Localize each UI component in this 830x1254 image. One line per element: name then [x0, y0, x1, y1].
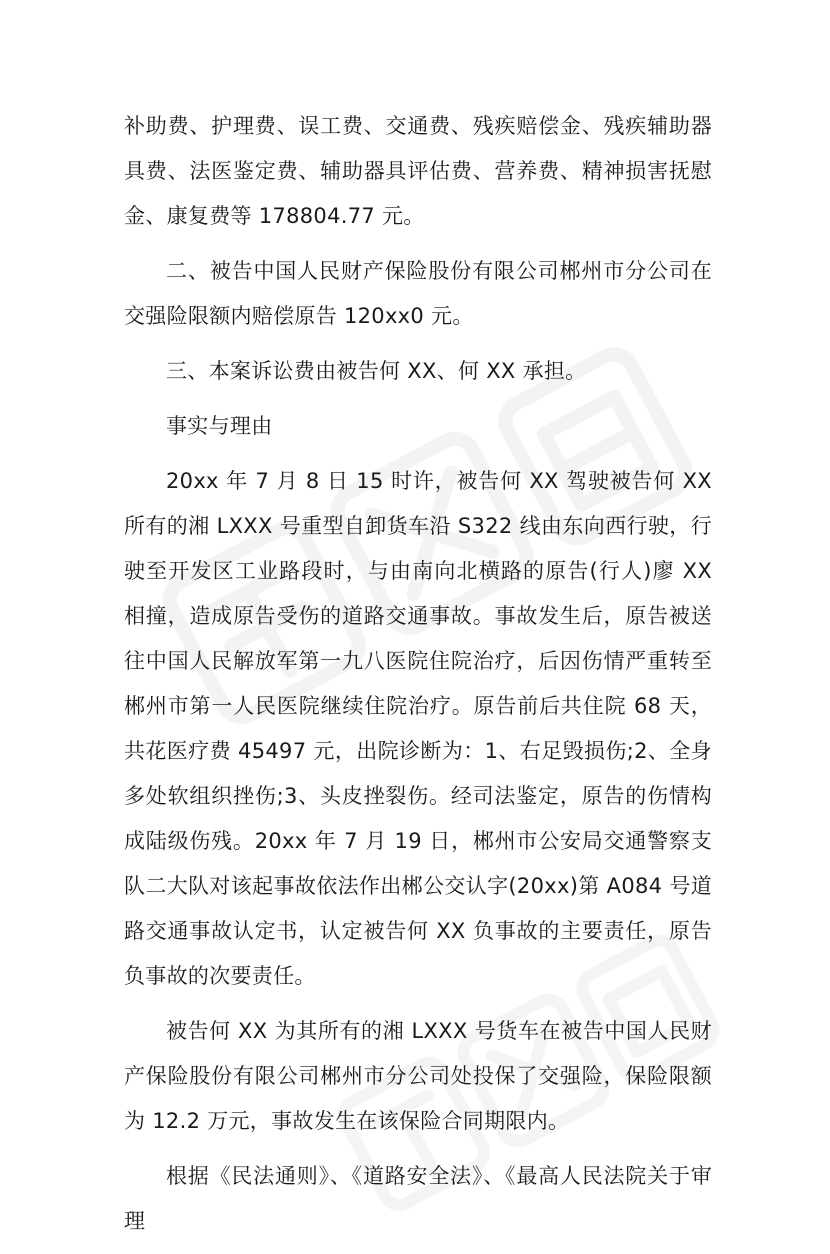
paragraph-damages-list: 补助费、护理费、误工费、交通费、残疾赔偿金、残疾辅助器具费、法医鉴定费、辅助器具评估费、营养费、精神损害抚慰金、康复费等 178804.77 元。	[124, 114, 712, 228]
paragraph-accident-facts: 20xx 年 7 月 8 日 15 时许，被告何 XX 驾驶被告何 XX 所有的湘 LXXX 号重型自卸货车沿 S322 线由东向西行驶，行驶至开发区工业路段时，与由南向北横路的原告(行人)廖 XX 相撞，造成原告受伤的道路交通事故。事故发生后，原告被送往中国人民解放军第一九八医院住院治疗，后因伤情严重转至郴州市第一人民医院继续住院治疗。原告前后共住院 68 天，共花医疗费 45497 元，出院诊断为：1、右足毁损伤;2、全身多处软组织挫伤;3、头皮挫裂伤。经司法鉴定，原告的伤情构成陆级伤残。20xx 年 7 月 19 日，郴州市公安局交通警察支队二大队对该起事故依法作出郴公交认字(20xx)第 A084 号道路交通事故认定书，认定被告何 XX 负事故的主要责任，原告负事故的次要责任。	[124, 469, 712, 988]
paragraph-insurance: 被告何 XX 为其所有的湘 LXXX 号货车在被告中国人民财产保险股份有限公司郴州市分公司处投保了交强险，保险限额为 12.2 万元，事故发生在该保险合同期限内。	[124, 1019, 712, 1133]
paragraph-claim-two: 二、被告中国人民财产保险股份有限公司郴州市分公司在交强险限额内赔偿原告 120xx0 元。	[124, 259, 712, 328]
paragraph-legal-basis: 根据《民法通则》、《道路安全法》、《最高人民法院关于审理	[124, 1164, 712, 1233]
paragraph-claim-three: 三、本案诉讼费由被告何 XX、何 XX 承担。	[166, 359, 587, 383]
document-body	[124, 104, 712, 1254]
section-heading-facts: 事实与理由	[166, 414, 273, 438]
